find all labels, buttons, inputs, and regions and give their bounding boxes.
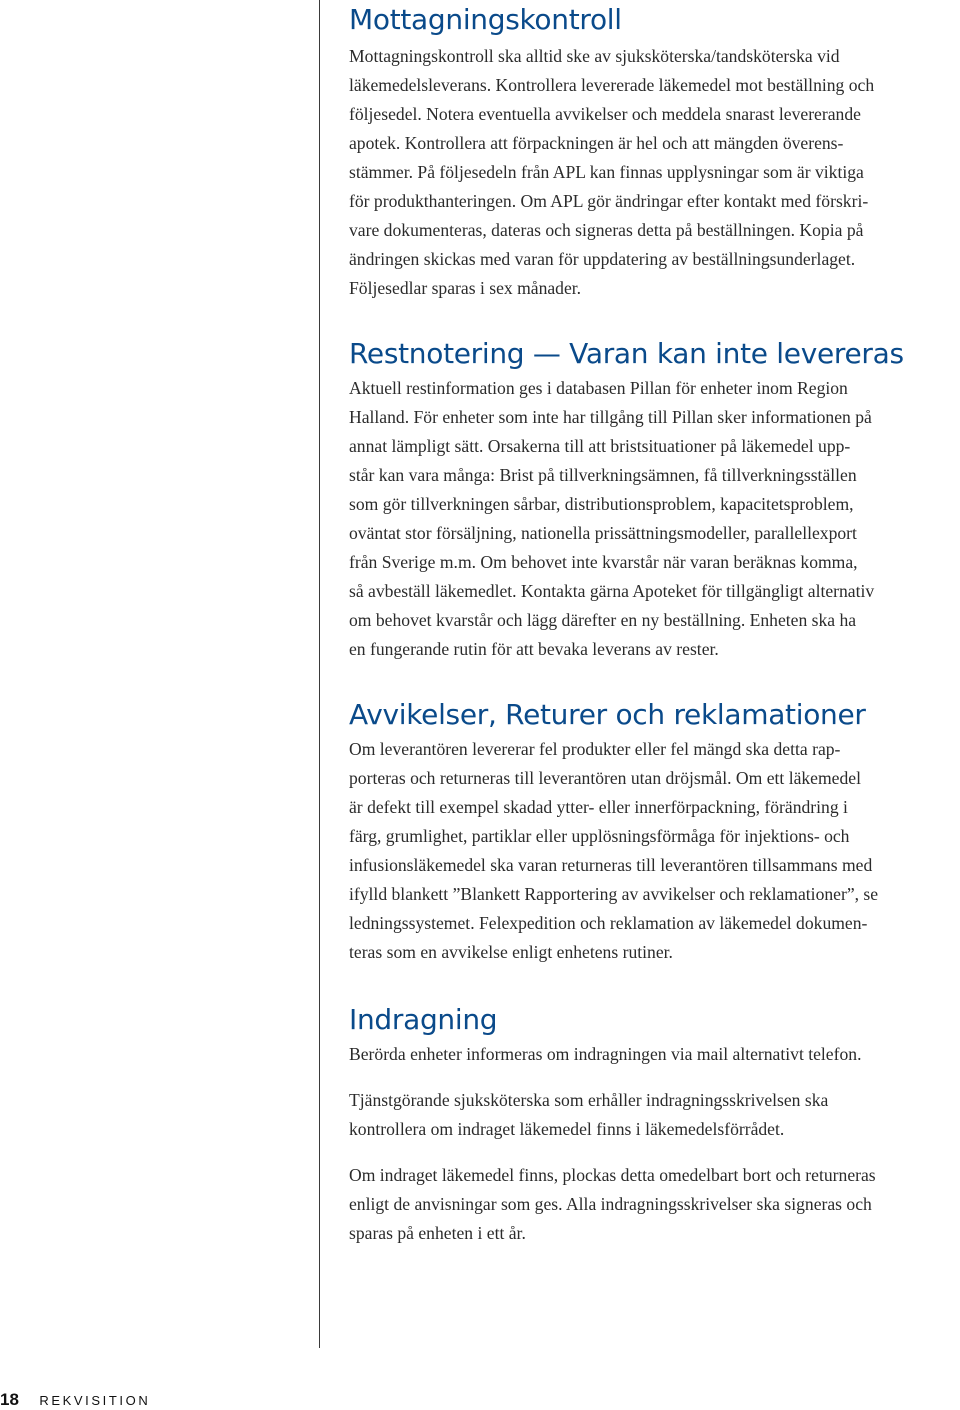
section-avvikelser (349, 697, 878, 967)
page-footer (0, 1390, 150, 1410)
text-line: infusionsläkemedel ska varan returneras till leverantören tillsammans med (349, 855, 873, 875)
text-line: Mottagningskontroll ska alltid ske av sjuksköterska/tandsköterska vid (349, 46, 840, 66)
text-line: Om leverantören levererar fel produkter eller fel mängd ska detta rap- (349, 739, 841, 759)
text-line: porteras och returneras till leverantören utan dröjsmål. Om ett läkemedel (349, 768, 861, 788)
running-section-title: REKVISITION (39, 1393, 151, 1408)
text-line: om behovet kvarstår och lägg därefter en ny beställning. Enheten ska ha (349, 610, 857, 630)
text-line: en fungerande rutin för att bevaka leverans av rester. (349, 639, 719, 659)
text-line: stämmer. På följesedeln från APL kan finnas upplysningar som är viktiga (349, 162, 864, 182)
margin-rule (319, 0, 320, 1348)
text-line: Aktuell restinformation ges i databasen Pillan för enheter inom Region (349, 378, 848, 398)
section-heading: Restnotering — Varan kan inte levereras (349, 337, 904, 370)
section-heading: Mottagningskontroll (349, 3, 622, 36)
section-paragraph (349, 735, 878, 967)
section-paragraph (349, 1161, 876, 1248)
text-line: enligt de anvisningar som ges. Alla indragningsskrivelser ska signeras och (349, 1194, 872, 1214)
text-line: från Sverige m.m. Om behovet inte kvarstår när varan beräknas komma, (349, 552, 858, 572)
text-line: färg, grumlighet, partiklar eller upplösningsförmåga för injektions- och (349, 826, 850, 846)
section-paragraph (349, 374, 904, 664)
text-line: kontrollera om indraget läkemedel finns i läkemedelsförrådet. (349, 1119, 785, 1139)
text-line: Tjänstgörande sjuksköterska som erhåller indragningsskrivelsen ska (349, 1090, 829, 1110)
text-line: vare dokumenteras, dateras och signeras detta på beställningen. Kopia på (349, 220, 864, 240)
section-restnotering (349, 336, 904, 664)
text-line: ändringen skickas med varan för uppdatering av beställningsunderlaget. (349, 249, 856, 269)
text-line: Följesedlar sparas i sex månader. (349, 278, 582, 298)
text-line: följesedel. Notera eventuella avvikelser och meddela snarast levererande (349, 104, 861, 124)
text-line: Berörda enheter informeras om indragningen via mail alternativt telefon. (349, 1044, 862, 1064)
section-heading: Indragning (349, 1003, 498, 1036)
section-paragraph (349, 1040, 876, 1069)
text-line: så avbeställ läkemedlet. Kontakta gärna Apoteket för tillgängligt alternativ (349, 581, 875, 601)
text-line: Om indraget läkemedel finns, plockas detta omedelbart bort och returneras (349, 1165, 876, 1185)
text-line: står kan vara många: Brist på tillverkningsämnen, få tillverkningsställen (349, 465, 857, 485)
text-line: ledningssystemet. Felexpedition och reklamation av läkemedel dokumen- (349, 913, 868, 933)
text-line: Halland. För enheter som inte har tillgång till Pillan sker informationen på (349, 407, 872, 427)
text-line: som gör tillverkningen sårbar, distributionsproblem, kapacitetsproblem, (349, 494, 854, 514)
text-line: oväntat stor försäljning, nationella prissättningsmodeller, parallellexport (349, 523, 857, 543)
section-mottagningskontroll (349, 2, 874, 303)
text-line: apotek. Kontrollera att förpackningen är hel och att mängden överens- (349, 133, 844, 153)
text-line: för produkthanteringen. Om APL gör ändringar efter kontakt med förskri- (349, 191, 869, 211)
text-line: annat lämpligt sätt. Orsakerna till att bristsituationer på läkemedel upp- (349, 436, 851, 456)
text-line: är defekt till exempel skadad ytter- eller innerförpackning, förändring i (349, 797, 848, 817)
text-line: ifylld blankett ”Blankett Rapportering av avvikelser och reklamationer”, se (349, 884, 879, 904)
page-number: 18 (0, 1390, 19, 1409)
text-line: sparas på enheten i ett år. (349, 1223, 526, 1243)
section-paragraph (349, 42, 874, 303)
text-line: läkemedelsleverans. Kontrollera levererade läkemedel mot beställning och (349, 75, 875, 95)
text-line: teras som en avvikelse enligt enhetens rutiner. (349, 942, 673, 962)
section-indragning (349, 1002, 876, 1248)
section-paragraph (349, 1086, 876, 1144)
section-heading: Avvikelser, Returer och reklamationer (349, 698, 866, 731)
